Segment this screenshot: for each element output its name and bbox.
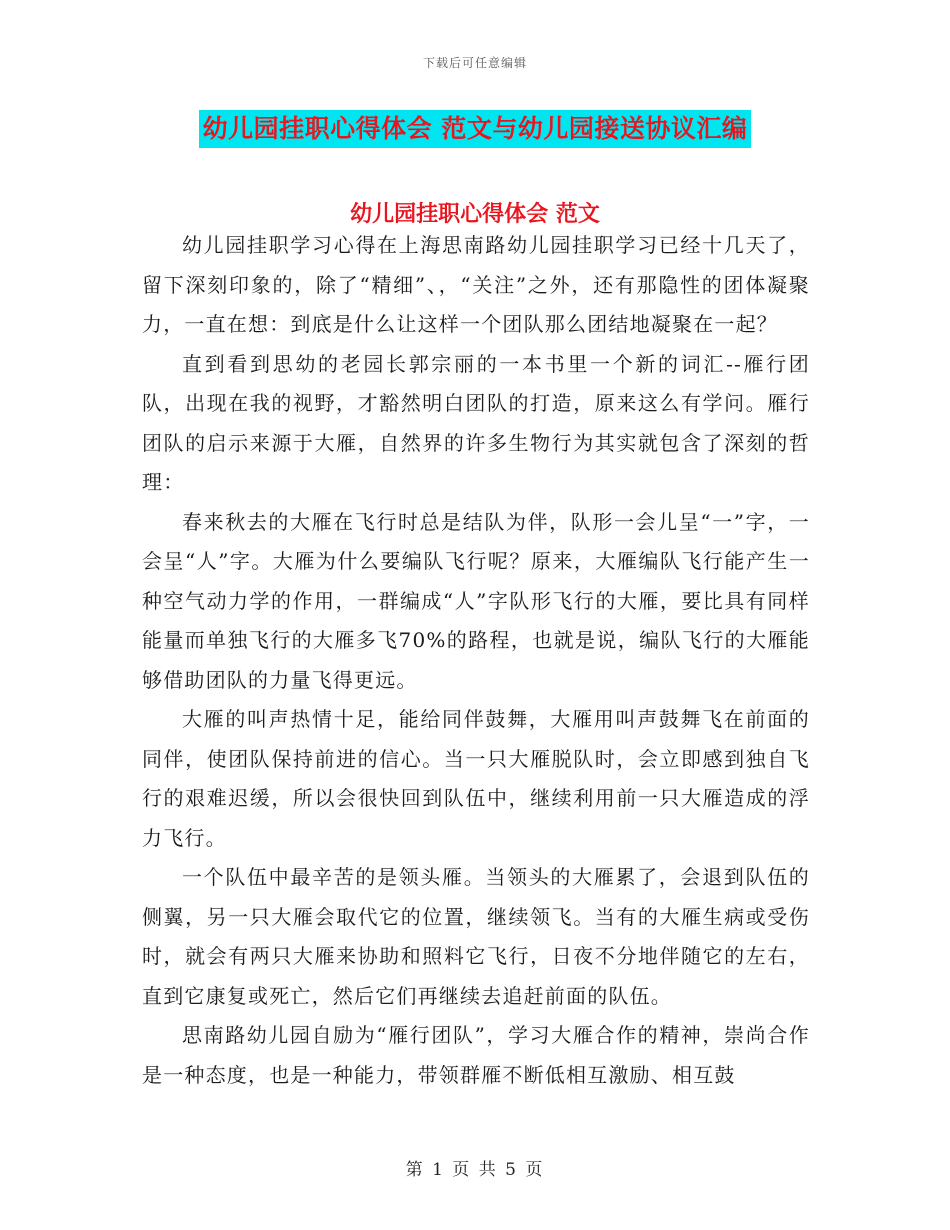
main-title: 幼儿园挂职心得体会 范文与幼儿园接送协议汇编 <box>199 110 752 148</box>
page-number: 第 1 页 共 5 页 <box>405 1160 545 1180</box>
main-title-container <box>0 110 950 148</box>
paragraph: 大雁的叫声热情十足，能给同伴鼓舞，大雁用叫声鼓舞飞在前面的同伴，使团队保持前进的信心。当一只大雁脱队时，会立即感到独自飞行的艰难迟缓，所以会很快回到队伍中，继续利用前一只大雁造成的浮力飞行。 <box>142 707 810 850</box>
section-title: 幼儿园挂职心得体会 范文 <box>350 202 600 227</box>
paragraph: 春来秋去的大雁在飞行时总是结队为伴，队形一会儿呈“一”字，一会呈“人”字。大雁为什么要编队飞行呢？原来，大雁编队飞行能产生一种空气动力学的作用，一群编成“人”字队形飞行的大雁，要比具有同样能量而单独飞行的大雁多飞70%的路程，也就是说，编队飞行的大雁能够借助团队的力量飞得更远。 <box>142 509 810 692</box>
paragraph: 直到看到思幼的老园长郭宗丽的一本书里一个新的词汇--雁行团队，出现在我的视野，才豁然明白团队的打造，原来这么有学问。雁行团队的启示来源于大雁，自然界的许多生物行为其实就包含了深刻的哲理： <box>142 351 810 494</box>
document-body <box>142 226 810 1095</box>
paragraph: 一个队伍中最辛苦的是领头雁。当领头的大雁累了，会退到队伍的侧翼，另一只大雁会取代它的位置，继续领飞。当有的大雁生病或受伤时，就会有两只大雁来协助和照料它飞行，日夜不分地伴随它的左右，直到它康复或死亡，然后它们再继续去追赶前面的队伍。 <box>142 865 810 1008</box>
paragraph: 幼儿园挂职学习心得在上海思南路幼儿园挂职学习已经十几天了，留下深刻印象的，除了“精细”、，“关注”之外，还有那隐性的团体凝聚力，一直在想：到底是什么让这样一个团队那么团结地凝聚在一起？ <box>142 233 810 336</box>
paragraph: 思南路幼儿园自励为“雁行团队”，学习大雁合作的精神，崇尚合作是一种态度，也是一种能力，带领群雁不断低相互激励、相互鼓 <box>142 1023 810 1087</box>
page-header-note: 下载后可任意编辑 <box>422 56 527 70</box>
